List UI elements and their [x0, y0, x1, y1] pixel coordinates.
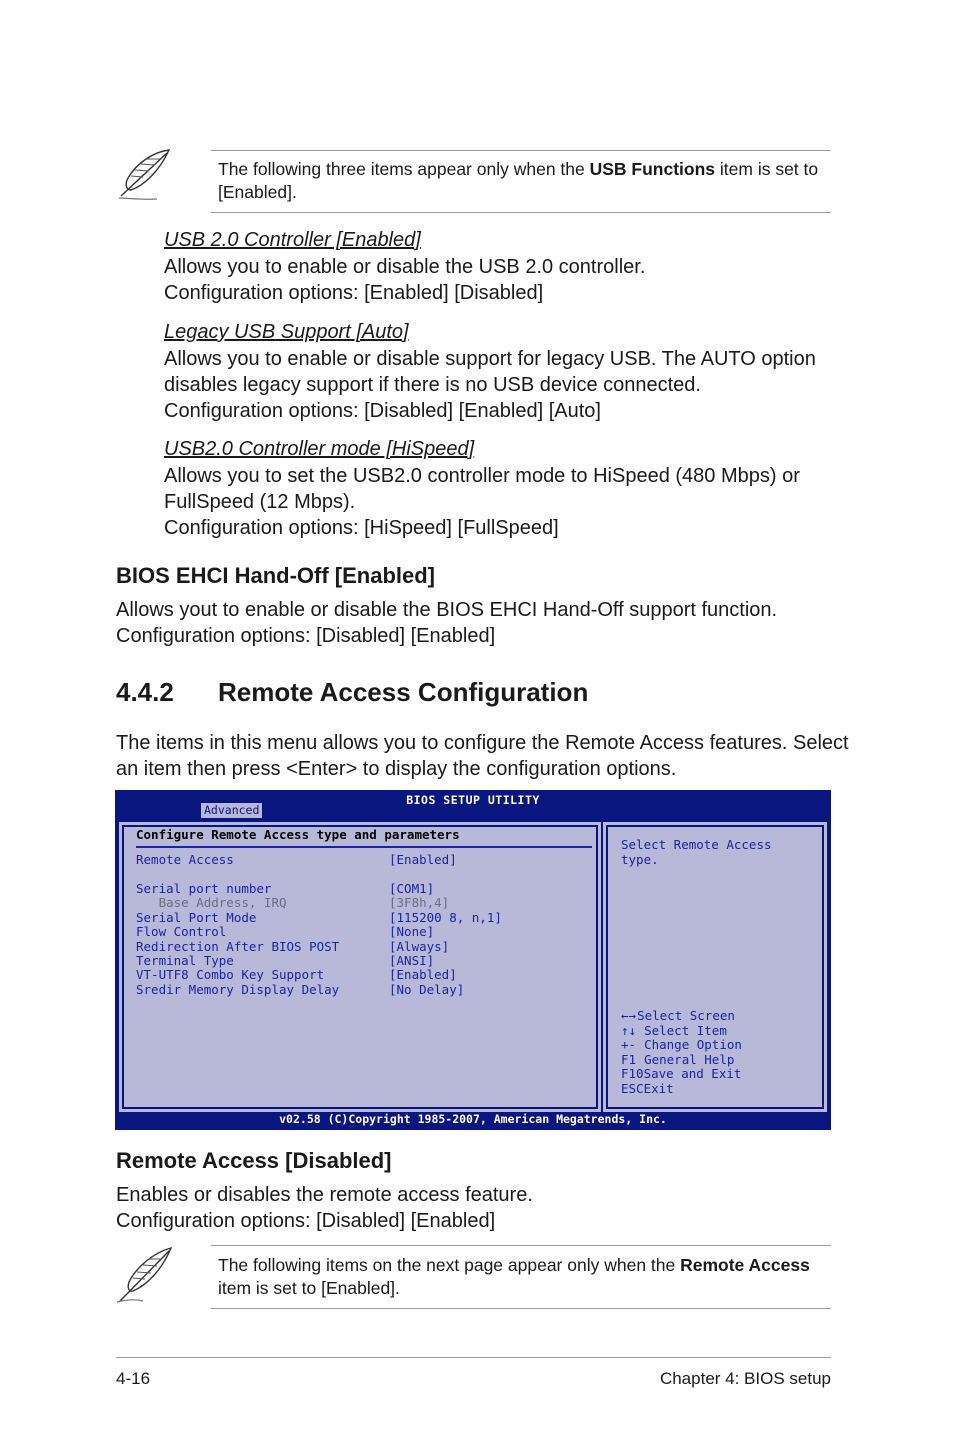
usb20-options: Configuration options: [Enabled] [Disabled] — [164, 282, 544, 304]
bios-item-serial-port-number[interactable]: Serial port number — [136, 881, 272, 896]
legacy-title: Legacy USB Support [Auto] — [164, 321, 409, 343]
bios-heading-underline — [136, 846, 592, 848]
section-intro-1: The items in this menu allows you to configure the Remote Access features. Select — [116, 732, 849, 754]
feather-note-icon — [113, 146, 175, 204]
ehci-desc: Allows yout to enable or disable the BIOS EHCI Hand-Off support function. — [116, 599, 778, 621]
bios-screen — [115, 790, 831, 1130]
note2-text — [218, 1254, 826, 1300]
up-down-arrow-icon: ↑↓ — [621, 1023, 637, 1038]
note2-top-rule — [211, 1245, 831, 1246]
bios-help-line-1: Select Remote Access — [621, 837, 772, 852]
bios-item-terminal-type[interactable]: Terminal Type — [136, 953, 234, 968]
usbmode-desc-2: FullSpeed (12 Mbps). — [164, 491, 356, 513]
bios-value-redirection[interactable]: [Always] — [389, 939, 450, 954]
bios-key-f10: F10 — [621, 1066, 644, 1081]
section-number: 4.4.2 — [116, 677, 174, 707]
bios-key-general-help-text: General Help — [644, 1052, 735, 1067]
note1-text-bold: USB Functions — [589, 159, 716, 179]
note1-text — [218, 158, 826, 204]
bios-value-vt-utf8[interactable]: [Enabled] — [389, 967, 457, 982]
bios-item-flow-control[interactable]: Flow Control — [136, 924, 227, 939]
bios-help-line-2: type. — [621, 852, 659, 867]
bios-key-exit-text: Exit — [643, 1081, 674, 1096]
bios-value-serial-port-mode[interactable]: [115200 8, n,1] — [389, 910, 502, 925]
ehci-heading: BIOS EHCI Hand-Off [Enabled] — [116, 563, 435, 588]
usbmode-desc-1: Allows you to set the USB2.0 controller mode to HiSpeed (480 Mbps) or — [164, 465, 800, 487]
bios-tab-advanced[interactable]: Advanced — [201, 803, 262, 818]
bios-panel-heading: Configure Remote Access type and parameters — [136, 827, 460, 842]
bios-item-vt-utf8[interactable]: VT-UTF8 Combo Key Support — [136, 967, 325, 982]
note1-top-rule — [211, 150, 831, 151]
ehci-options: Configuration options: [Disabled] [Enabled] — [116, 625, 496, 647]
section-intro-2: an item then press <Enter> to display the configuration options. — [116, 758, 677, 780]
legacy-desc-1: Allows you to enable or disable support for legacy USB. The AUTO option — [164, 348, 816, 370]
bios-key-change-option — [621, 1038, 742, 1053]
remote-options: Configuration options: [Disabled] [Enabled] — [116, 1210, 496, 1232]
feather-note-icon-2 — [113, 1244, 175, 1306]
chapter-label: Chapter 4: BIOS setup — [659, 1369, 831, 1388]
bios-key-esc: ESC — [621, 1081, 644, 1096]
page-number: 4-16 — [116, 1369, 151, 1388]
bios-item-redirection[interactable]: Redirection After BIOS POST — [136, 939, 340, 954]
remote-heading: Remote Access [Disabled] — [116, 1148, 392, 1173]
section-title: Remote Access Configuration — [218, 677, 589, 707]
legacy-desc-2: disables legacy support if there is no USB device connected. — [164, 374, 701, 396]
note2-text-bold: Remote Access — [680, 1255, 810, 1275]
note2-text-after: item is set to [Enabled]. — [218, 1278, 400, 1298]
note2-text-before: The following items on the next page appear only when the — [218, 1255, 681, 1275]
note1-text-after: item is set to [Enabled]. — [218, 159, 819, 202]
bios-value-remote-access[interactable]: [Enabled] — [389, 852, 457, 867]
bios-value-sredir-delay[interactable]: [No Delay] — [389, 982, 465, 997]
bios-value-base-address: [3F8h,4] — [389, 895, 450, 910]
bios-help-panel — [603, 822, 827, 1112]
usbmode-options: Configuration options: [HiSpeed] [FullSpeed] — [164, 517, 559, 539]
bios-key-select-screen-text: Select Screen — [637, 1008, 735, 1023]
bios-key-save-exit — [621, 1067, 741, 1082]
bios-key-change-option-text: Change Option — [644, 1037, 742, 1052]
bios-value-flow-control[interactable]: [None] — [389, 924, 435, 939]
bios-key-save-exit-text: Save and Exit — [643, 1066, 742, 1081]
bios-item-sredir-delay[interactable]: Sredir Memory Display Delay — [136, 982, 340, 997]
bios-value-serial-port-number[interactable]: [COM1] — [389, 881, 435, 896]
bios-item-serial-port-mode[interactable]: Serial Port Mode — [136, 910, 257, 925]
bios-value-terminal-type[interactable]: [ANSI] — [389, 953, 435, 968]
bios-key-plus-minus: +- — [621, 1037, 637, 1052]
legacy-options: Configuration options: [Disabled] [Enabled] [Auto] — [164, 400, 601, 422]
bios-key-exit — [621, 1082, 674, 1097]
bios-key-select-item-text: Select Item — [644, 1023, 727, 1038]
page-footer-rule — [116, 1357, 831, 1358]
usb20-desc: Allows you to enable or disable the USB 2.0 controller. — [164, 256, 646, 278]
bios-item-remote-access[interactable]: Remote Access — [136, 852, 234, 867]
usb20-title: USB 2.0 Controller [Enabled] — [164, 229, 421, 251]
usbmode-title: USB2.0 Controller mode [HiSpeed] — [164, 438, 475, 460]
bios-key-f1: F1 — [621, 1052, 637, 1067]
note2-bottom-rule — [211, 1308, 831, 1309]
bios-copyright: v02.58 (C)Copyright 1985-2007, American Megatrends, Inc. — [279, 1112, 667, 1126]
bios-key-select-screen — [621, 1009, 735, 1024]
note1-bottom-rule — [211, 212, 831, 213]
left-right-arrow-icon: ←→ — [621, 1008, 637, 1023]
bios-settings-panel — [119, 822, 601, 1112]
bios-title: BIOS SETUP UTILITY — [406, 793, 540, 807]
remote-desc: Enables or disables the remote access feature. — [116, 1184, 533, 1206]
bios-item-base-address: Base Address, IRQ — [136, 895, 287, 910]
note1-text-before: The following three items appear only when the — [218, 159, 590, 179]
